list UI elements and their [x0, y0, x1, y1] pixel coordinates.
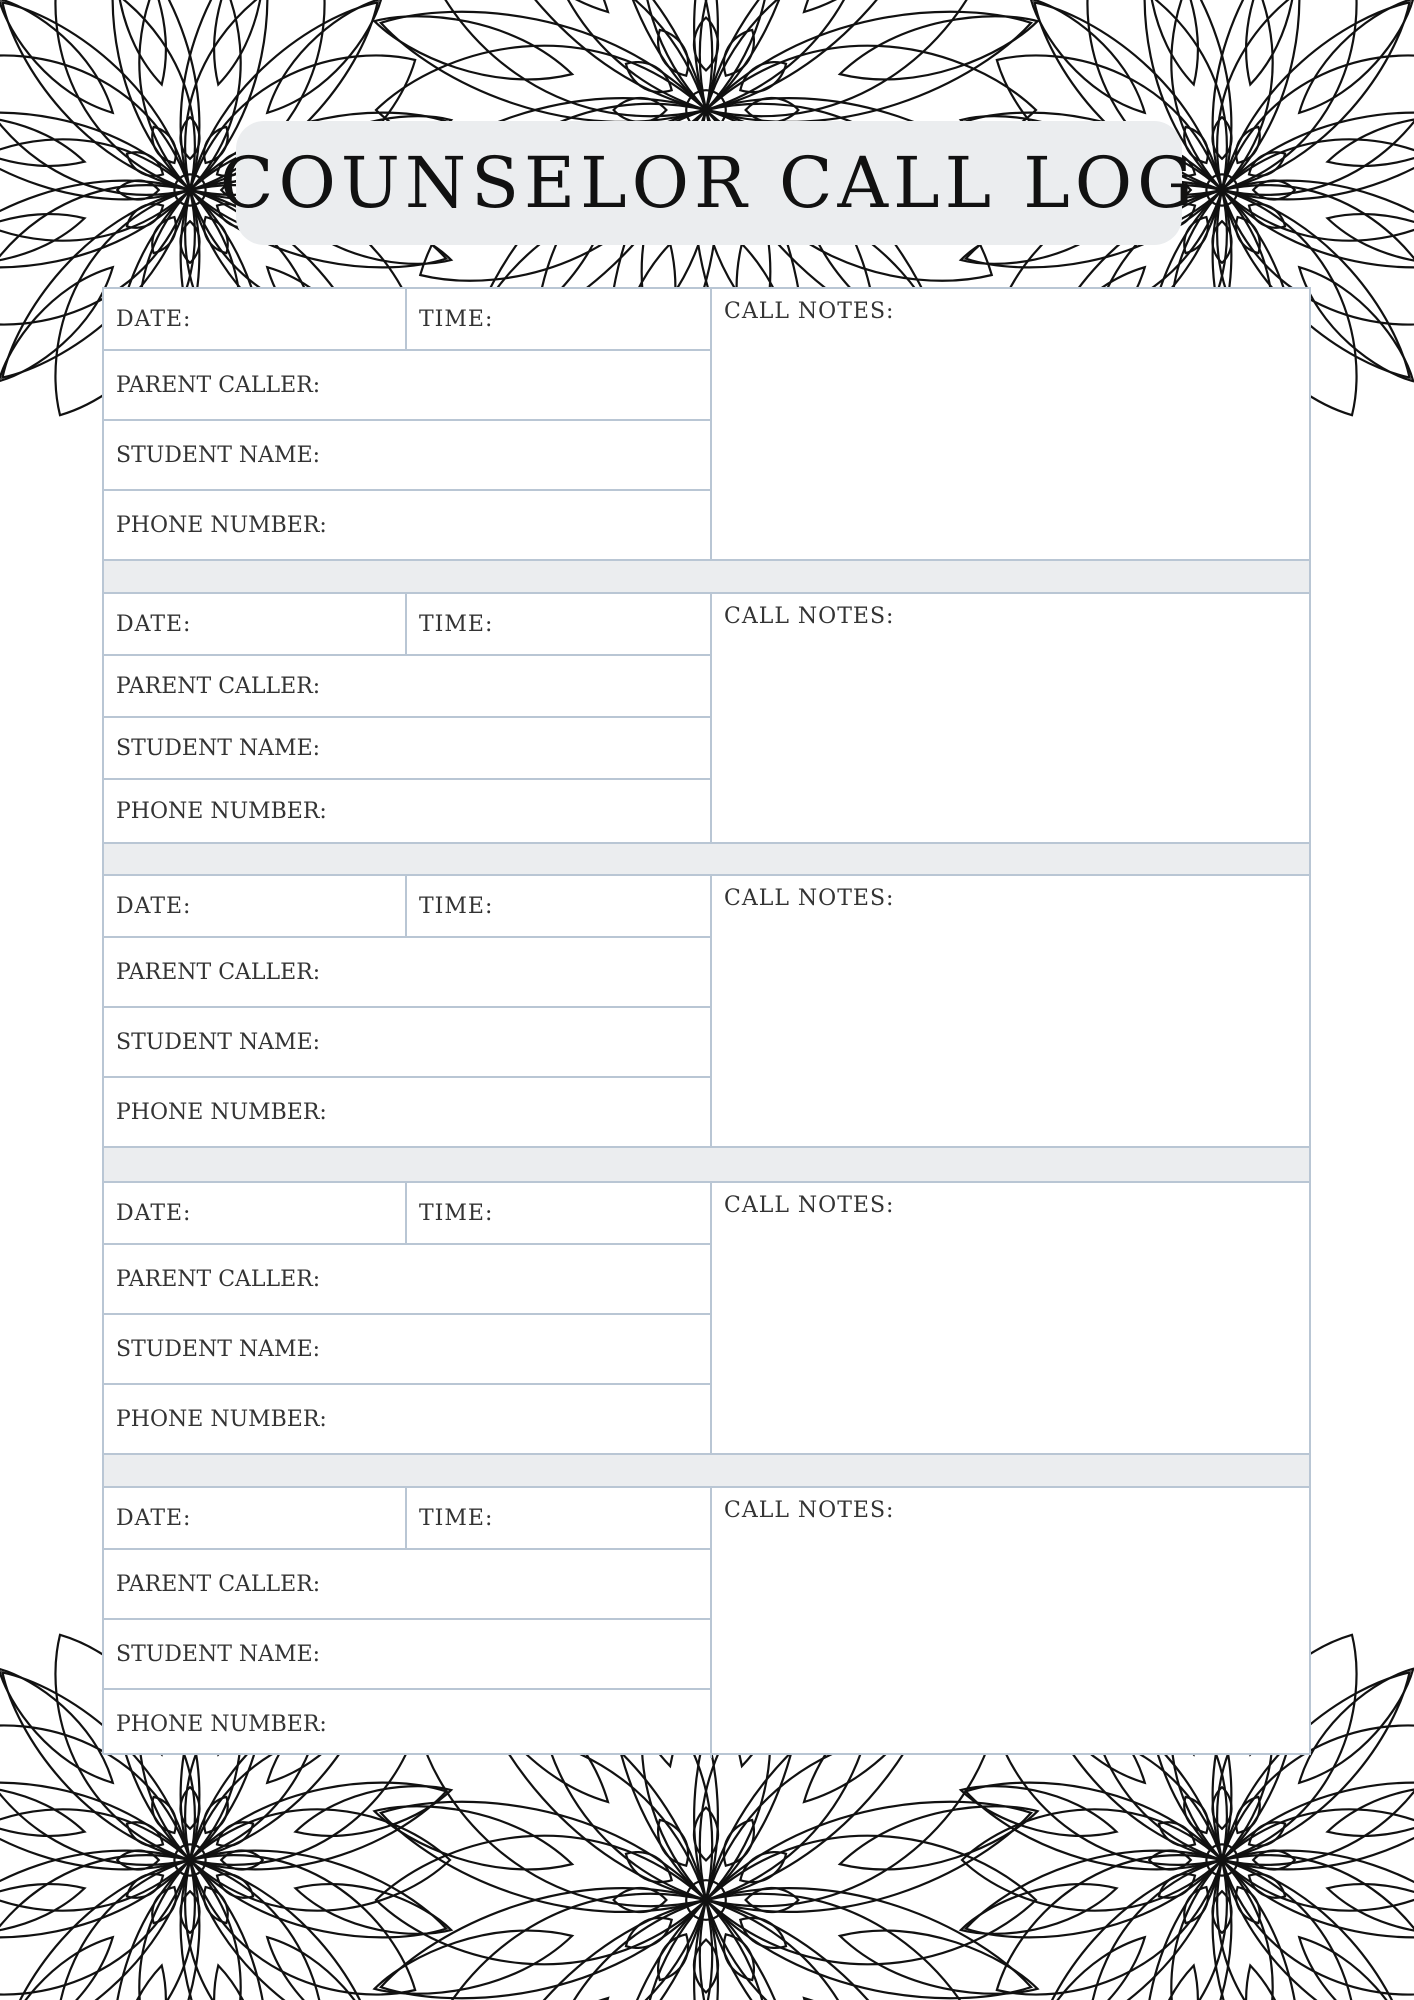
time-field[interactable]: TIME: — [407, 289, 712, 351]
call-notes-field[interactable]: CALL NOTES: — [724, 604, 895, 629]
call-notes-field[interactable]: CALL NOTES: — [724, 1193, 895, 1218]
record-separator — [104, 1146, 1309, 1183]
call-record — [104, 289, 1309, 559]
call-record — [104, 876, 1309, 1146]
time-field[interactable]: TIME: — [407, 1183, 712, 1245]
student-name-field[interactable]: STUDENT NAME: — [104, 421, 712, 491]
parent-caller-field[interactable]: PARENT CALLER: — [104, 938, 712, 1008]
record-separator — [104, 559, 1309, 594]
call-record — [104, 594, 1309, 842]
call-record — [104, 1183, 1309, 1453]
student-name-field[interactable]: STUDENT NAME: — [104, 1315, 712, 1385]
phone-number-field[interactable]: PHONE NUMBER: — [104, 1385, 712, 1453]
call-notes-field[interactable]: CALL NOTES: — [724, 299, 895, 324]
page-title: COUNSELOR CALL LOG — [219, 142, 1199, 224]
time-field[interactable]: TIME: — [407, 594, 712, 656]
student-name-field[interactable]: STUDENT NAME: — [104, 1620, 712, 1690]
parent-caller-field[interactable]: PARENT CALLER: — [104, 656, 712, 718]
parent-caller-field[interactable]: PARENT CALLER: — [104, 1245, 712, 1315]
date-field[interactable]: DATE: — [104, 1488, 407, 1550]
record-separator — [104, 1453, 1309, 1488]
phone-number-field[interactable]: PHONE NUMBER: — [104, 780, 712, 842]
title-banner — [219, 121, 1199, 245]
call-log-table — [102, 287, 1311, 1755]
call-record — [104, 1488, 1309, 1758]
date-field[interactable]: DATE: — [104, 594, 407, 656]
parent-caller-field[interactable]: PARENT CALLER: — [104, 1550, 712, 1620]
date-field[interactable]: DATE: — [104, 1183, 407, 1245]
time-field[interactable]: TIME: — [407, 876, 712, 938]
student-name-field[interactable]: STUDENT NAME: — [104, 1008, 712, 1078]
record-separator — [104, 842, 1309, 876]
student-name-field[interactable]: STUDENT NAME: — [104, 718, 712, 780]
time-field[interactable]: TIME: — [407, 1488, 712, 1550]
date-field[interactable]: DATE: — [104, 876, 407, 938]
phone-number-field[interactable]: PHONE NUMBER: — [104, 1078, 712, 1146]
call-notes-field[interactable]: CALL NOTES: — [724, 1498, 895, 1523]
phone-number-field[interactable]: PHONE NUMBER: — [104, 1690, 712, 1758]
parent-caller-field[interactable]: PARENT CALLER: — [104, 351, 712, 421]
call-notes-field[interactable]: CALL NOTES: — [724, 886, 895, 911]
date-field[interactable]: DATE: — [104, 289, 407, 351]
phone-number-field[interactable]: PHONE NUMBER: — [104, 491, 712, 559]
